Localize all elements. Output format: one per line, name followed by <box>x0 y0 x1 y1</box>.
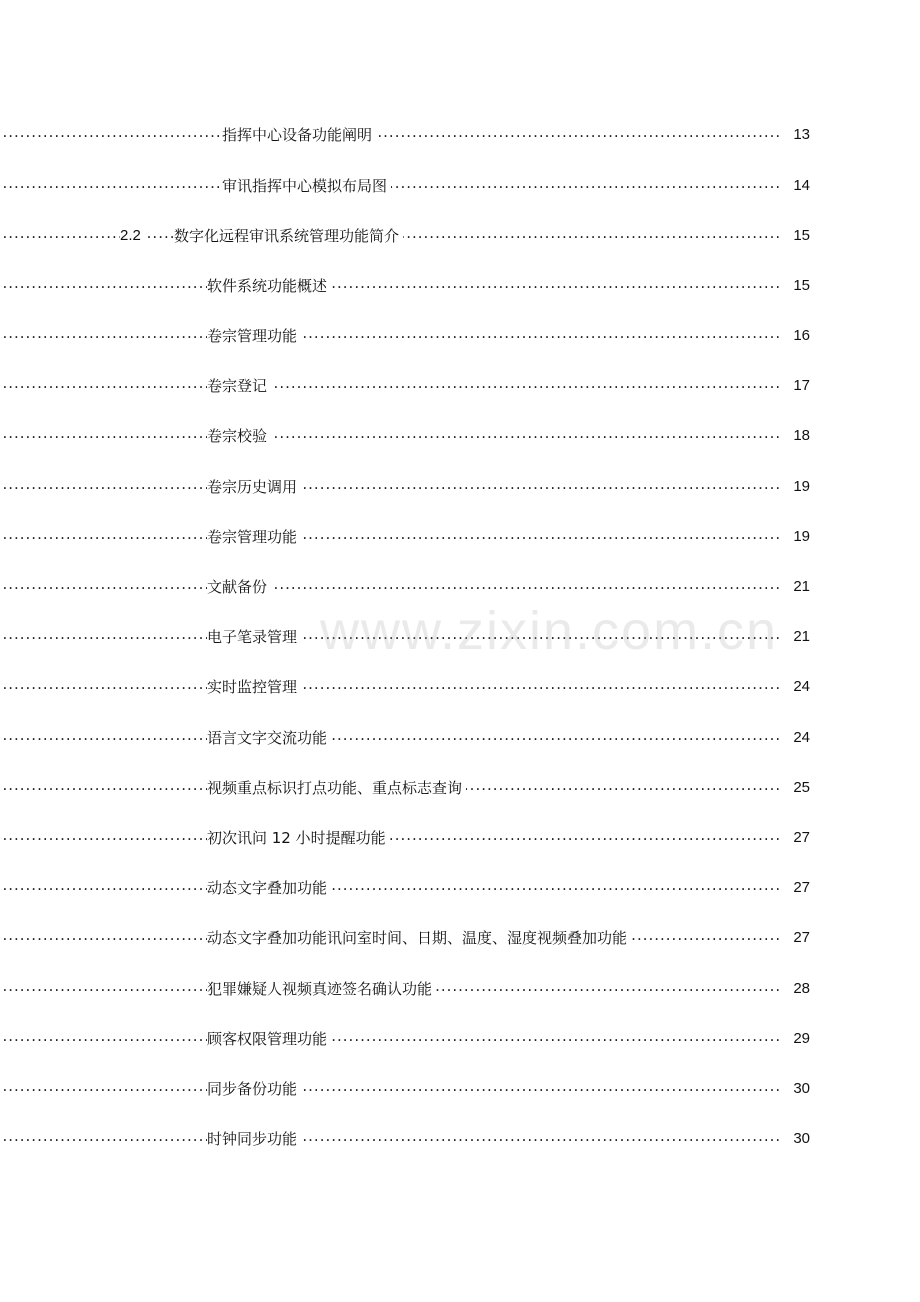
toc-entry-page: 27 <box>780 873 810 903</box>
toc-entry[interactable] <box>0 773 920 803</box>
toc-entry-title: 数字化远程审讯系统管理功能简介 <box>174 221 403 251</box>
toc-entry[interactable] <box>0 472 920 502</box>
toc-entry-page: 19 <box>780 522 810 552</box>
toc-entry-title: 卷宗校验 <box>207 421 271 451</box>
toc-entry-page: 17 <box>780 371 810 401</box>
toc-entry-title: 卷宗登记 <box>207 371 271 401</box>
toc-entry-title: 犯罪嫌疑人视频真迹签名确认功能 <box>207 974 436 1004</box>
leader-dots <box>0 271 810 301</box>
leader-dots <box>0 472 810 502</box>
toc-entry[interactable] <box>0 823 920 853</box>
toc-entry-page: 30 <box>780 1074 810 1104</box>
toc-entry-title: 顾客权限管理功能 <box>207 1024 331 1054</box>
toc-entry-page: 18 <box>780 421 810 451</box>
leader-dots <box>0 873 810 903</box>
toc-entry-page: 25 <box>780 773 810 803</box>
toc-entry[interactable] <box>0 572 920 602</box>
toc-entry[interactable] <box>0 974 920 1004</box>
toc-entry[interactable] <box>0 171 920 201</box>
toc-entry[interactable] <box>0 371 920 401</box>
leader-dots <box>0 421 810 451</box>
leader-dots <box>0 572 810 602</box>
toc-entry-title: 时钟同步功能 <box>207 1124 301 1154</box>
leader-dots <box>0 371 810 401</box>
leader-dots <box>0 823 810 853</box>
toc-entry-page: 27 <box>780 923 810 953</box>
toc-entry-page: 24 <box>780 672 810 702</box>
toc-entry-title: 卷宗管理功能 <box>207 321 301 351</box>
toc-entry-page: 30 <box>780 1124 810 1154</box>
toc-entry-page: 21 <box>780 572 810 602</box>
toc-entry-title: 语言文字交流功能 <box>207 723 331 753</box>
toc-entry-title: 视频重点标识打点功能、重点标志查询 <box>207 773 466 803</box>
leader-dots <box>0 1074 810 1104</box>
toc-entry-title: 软件系统功能概述 <box>207 271 331 301</box>
toc-entry-page: 15 <box>780 271 810 301</box>
toc-entry-title: 电子笔录管理 <box>207 622 301 652</box>
leader-dots <box>0 723 810 753</box>
toc-entry-page: 15 <box>780 221 810 251</box>
toc-entry-title: 动态文字叠加功能讯问室时间、日期、温度、湿度视频叠加功能 <box>207 923 631 953</box>
toc-entry-page: 29 <box>780 1024 810 1054</box>
toc-entry[interactable] <box>0 1074 920 1104</box>
toc-entry-title: 审讯指挥中心模拟布局图 <box>222 171 391 201</box>
leader-dots <box>0 171 810 201</box>
toc-entry-title: 初次讯问 12 小时提醒功能 <box>207 823 390 853</box>
toc-entry-page: 14 <box>780 171 810 201</box>
toc-entry[interactable] <box>0 271 920 301</box>
toc-entry-title: 文献备份 <box>207 572 271 602</box>
toc-entry-page: 21 <box>780 622 810 652</box>
leader-dots <box>0 622 810 652</box>
watermark: www.zixin.com.cn <box>320 601 779 661</box>
leader-dots <box>0 1024 810 1054</box>
toc-entry[interactable] <box>0 1024 920 1054</box>
leader-dots <box>0 522 810 552</box>
toc-entry-page: 28 <box>780 974 810 1004</box>
toc-entry[interactable] <box>0 321 920 351</box>
toc-entry-page: 16 <box>780 321 810 351</box>
toc-entry-title: 同步备份功能 <box>207 1074 301 1104</box>
leader-dots <box>0 321 810 351</box>
leader-dots <box>0 672 810 702</box>
toc-entry[interactable] <box>0 672 920 702</box>
toc-entry-page: 13 <box>780 120 810 150</box>
toc-entry-page: 24 <box>780 723 810 753</box>
toc-entry[interactable] <box>0 723 920 753</box>
toc-entry[interactable] <box>0 421 920 451</box>
toc-entry[interactable] <box>0 873 920 903</box>
toc-entry[interactable] <box>0 522 920 552</box>
toc-entry-page: 27 <box>780 823 810 853</box>
toc-entry-page: 19 <box>780 472 810 502</box>
toc-entry[interactable] <box>0 923 920 953</box>
toc-entry-section[interactable] <box>0 221 920 251</box>
toc-entry-title: 卷宗管理功能 <box>207 522 301 552</box>
toc-entry[interactable] <box>0 120 920 150</box>
toc-entry-title: 实时监控管理 <box>207 672 301 702</box>
toc-entry-title: 卷宗历史调用 <box>207 472 301 502</box>
leader-dots <box>0 120 810 150</box>
toc-entry[interactable] <box>0 1124 920 1154</box>
toc-entry-number: 2.2 <box>120 221 145 251</box>
toc-entry-title: 指挥中心设备功能阐明 <box>222 120 376 150</box>
toc-entry[interactable] <box>0 622 920 652</box>
toc-entry-title: 动态文字叠加功能 <box>207 873 331 903</box>
leader-dots <box>0 1124 810 1154</box>
